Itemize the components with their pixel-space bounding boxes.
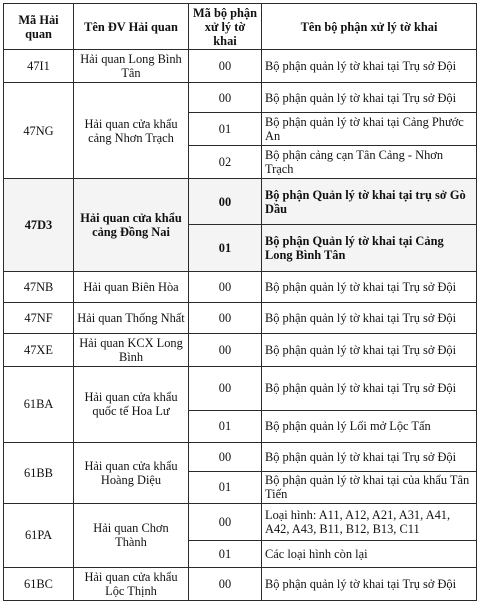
customs-code: 61BA <box>4 366 74 442</box>
customs-unit-name: Hải quan cửa khẩu quốc tế Hoa Lư <box>74 366 189 442</box>
customs-unit-name: Hải quan Thống Nhất <box>74 303 189 334</box>
dept-name: Bộ phận quản lý tờ khai tại Trụ sở Đội <box>262 83 477 113</box>
customs-unit-name: Hải quan cửa khẩu Lộc Thịnh <box>74 567 189 600</box>
dept-name: Bộ phận quản lý tờ khai tại Trụ sở Đội <box>262 303 477 334</box>
dept-code: 00 <box>189 567 262 600</box>
table-row <box>4 272 477 303</box>
customs-code: 47NF <box>4 303 74 334</box>
table-row <box>4 503 477 540</box>
dept-name: Bộ phận quản lý tờ khai tại Trụ sở Đội <box>262 272 477 303</box>
dept-code: 01 <box>189 225 262 272</box>
customs-unit-name: Hải quan Biên Hòa <box>74 272 189 303</box>
dept-code: 01 <box>189 113 262 146</box>
dept-code: 00 <box>189 303 262 334</box>
dept-name: Bộ phận quản lý tờ khai tại Cảng Phước An <box>262 113 477 146</box>
header-row <box>4 4 477 50</box>
table-row <box>4 366 477 410</box>
dept-name: Các loại hình còn lại <box>262 540 477 567</box>
dept-name: Bộ phận quản lý tờ khai tại Trụ sở Đội <box>262 50 477 83</box>
dept-code: 00 <box>189 503 262 540</box>
dept-name: Bộ phận Quản lý tờ khai tại trụ sở Gò Dầu <box>262 179 477 225</box>
dept-code: 00 <box>189 442 262 471</box>
table-row <box>4 303 477 334</box>
customs-table-page <box>3 3 476 601</box>
customs-unit-name: Hải quan Chơn Thành <box>74 503 189 567</box>
dept-name: Bộ phận quản lý tờ khai tại Trụ sở Đội <box>262 366 477 410</box>
dept-code: 01 <box>189 471 262 503</box>
dept-code: 01 <box>189 540 262 567</box>
customs-code: 61PA <box>4 503 74 567</box>
dept-name: Bộ phận quản lý tờ khai tại của khẩu Tân Tiến <box>262 471 477 503</box>
table-row <box>4 567 477 600</box>
dept-name: Bộ phận cảng cạn Tân Cảng - Nhơn Trạch <box>262 146 477 179</box>
customs-unit-name: Hải quan cửa khẩu Hoàng Diệu <box>74 442 189 503</box>
header-code: Mã Hải quan <box>4 4 74 50</box>
dept-code: 00 <box>189 334 262 366</box>
dept-code: 02 <box>189 146 262 179</box>
header-dept-name: Tên bộ phận xử lý tờ khai <box>262 4 477 50</box>
dept-name: Bộ phận quản lý tờ khai tại Trụ sở Đội <box>262 442 477 471</box>
table-row <box>4 50 477 83</box>
customs-code: 47XE <box>4 334 74 366</box>
header-unit: Tên ĐV Hải quan <box>74 4 189 50</box>
customs-unit-name: Hải quan cửa khẩu cảng Nhơn Trạch <box>74 83 189 179</box>
customs-code: 61BB <box>4 442 74 503</box>
dept-name: Bộ phận quản lý Lối mở Lộc Tấn <box>262 410 477 442</box>
dept-code: 00 <box>189 272 262 303</box>
customs-code: 47I1 <box>4 50 74 83</box>
dept-code: 00 <box>189 179 262 225</box>
customs-code: 47NG <box>4 83 74 179</box>
customs-unit-name: Hải quan KCX Long Bình <box>74 334 189 366</box>
customs-unit-name: Hải quan Long Bình Tân <box>74 50 189 83</box>
table-row <box>4 179 477 225</box>
customs-code: 47D3 <box>4 179 74 272</box>
header-dept-code: Mã bộ phận xử lý tờ khai <box>189 4 262 50</box>
table-row <box>4 334 477 366</box>
customs-dept-table <box>3 3 477 601</box>
dept-name: Bộ phận quản lý tờ khai tại Trụ sở Đội <box>262 334 477 366</box>
dept-name: Bộ phận Quản lý tờ khai tại Cảng Long Bình Tân <box>262 225 477 272</box>
dept-code: 00 <box>189 50 262 83</box>
customs-unit-name: Hải quan cửa khẩu cảng Đồng Nai <box>74 179 189 272</box>
dept-code: 00 <box>189 366 262 410</box>
dept-code: 00 <box>189 83 262 113</box>
table-row <box>4 442 477 471</box>
dept-name: Bộ phận quản lý tờ khai tại Trụ sở Đội <box>262 567 477 600</box>
dept-name: Loại hình: A11, A12, A21, A31, A41, A42, A43, B11, B12, B13, C11 <box>262 503 477 540</box>
customs-code: 47NB <box>4 272 74 303</box>
dept-code: 01 <box>189 410 262 442</box>
customs-code: 61BC <box>4 567 74 600</box>
table-row <box>4 83 477 113</box>
